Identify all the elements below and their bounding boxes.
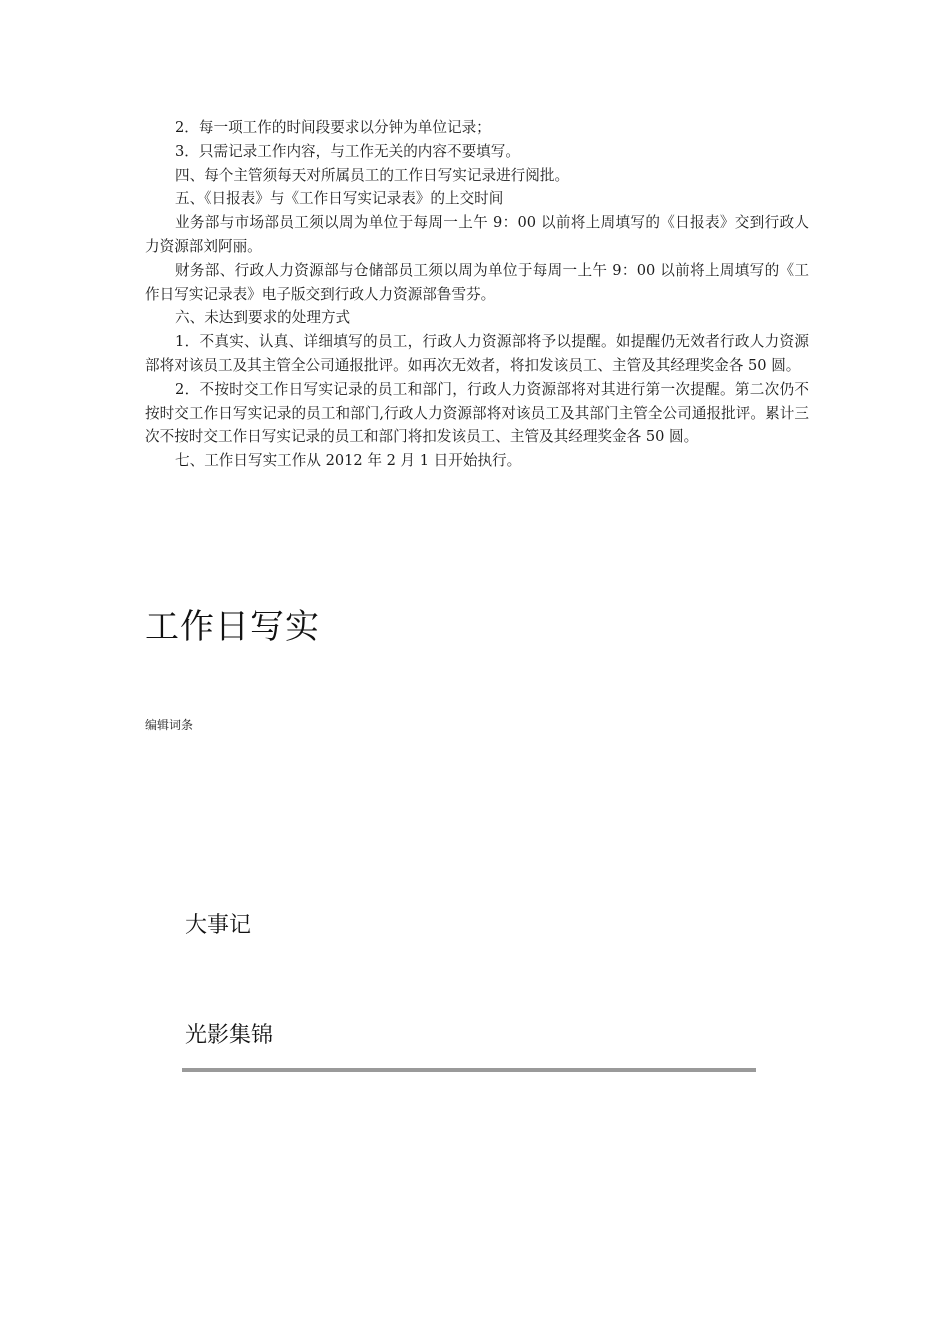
section-divider bbox=[182, 1068, 756, 1072]
paragraph-section-7: 七、工作日写实工作从 2012 年 2 月 1 日开始执行。 bbox=[175, 452, 522, 470]
entry-title: 工作日写实 bbox=[145, 607, 320, 647]
edit-entry-link[interactable]: 编辑词条 bbox=[145, 718, 194, 732]
paragraph-item-3: 3．只需记录工作内容，与工作无关的内容不要填写。 bbox=[175, 142, 520, 160]
document-body bbox=[145, 116, 809, 473]
paragraph-section-5: 五、《日报表》与《工作日写实记录表》的上交时间 bbox=[175, 190, 504, 208]
paragraph-section-6: 六、未达到要求的处理方式 bbox=[175, 309, 351, 327]
paragraph-item-2: 2．每一项工作的时间段要求以分钟为单位记录； bbox=[175, 119, 491, 136]
gallery-heading: 光影集锦 bbox=[185, 1023, 274, 1048]
paragraph-penalty-1: 1．不真实、认真、详细填写的员工，行政人力资源部将予以提醒。如提醒仍无效者行政人力资源部将对该员工及其主管全公司通报批评。如再次无效者，将扣发该员工、主管及其经理奖金各 50 圆。 bbox=[145, 333, 809, 374]
paragraph-finance-submission: 财务部、行政人力资源部与仓储部员工须以周为单位于每周一上午 9：00 以前将上周填写的《工作日写实记录表》电子版交到行政人力资源部鲁雪芬。 bbox=[145, 261, 809, 303]
paragraph-penalty-2: 2．不按时交工作日写实记录的员工和部门，行政人力资源部将对其进行第一次提醒。第二次仍不按时交工作日写实记录的员工和部门,行政人力资源部将对该员工及其部门主管全公司通报批评。累计三次不按时交工作日写实记录的员工和部门将扣发该员工、主管及其经理奖金各 50 圆。 bbox=[145, 380, 809, 446]
events-heading: 大事记 bbox=[185, 913, 252, 938]
paragraph-section-4: 四、每个主管须每天对所属员工的工作日写实记录进行阅批。 bbox=[175, 166, 570, 184]
paragraph-sales-submission: 业务部与市场部员工须以周为单位于每周一上午 9：00 以前将上周填写的《日报表》交到行政人力资源部刘阿丽。 bbox=[145, 214, 809, 255]
